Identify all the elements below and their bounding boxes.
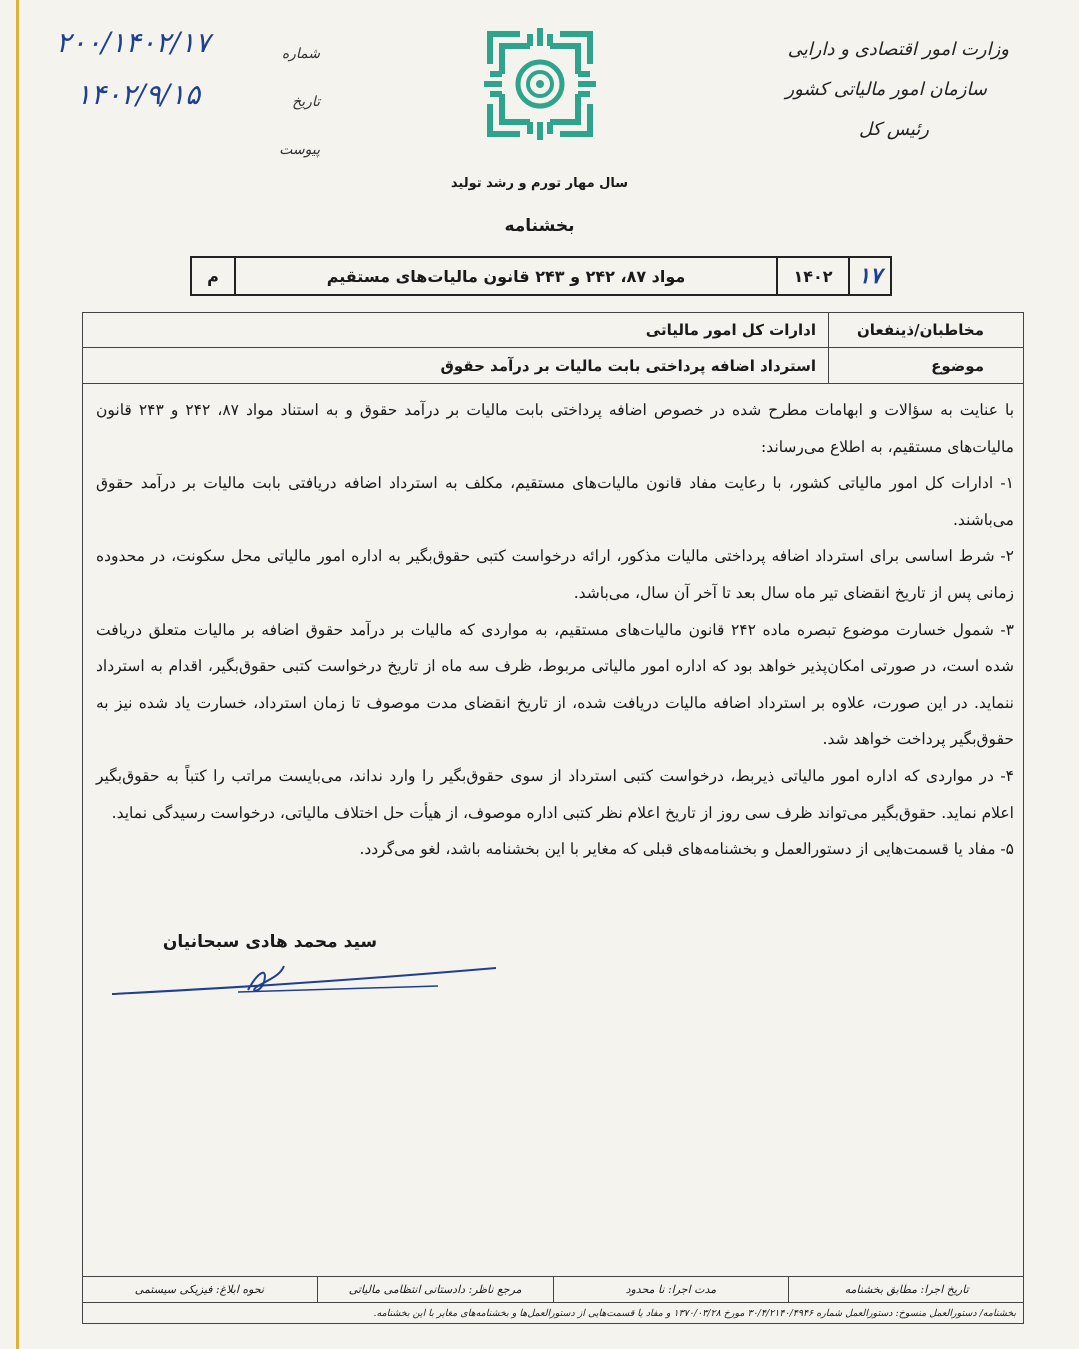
document-type-title: بخشنامه: [504, 216, 575, 236]
ministry-heading: [769, 30, 1009, 150]
footer-execution-period: مدت اجرا: نا محدود: [553, 1277, 789, 1302]
body-item-2: ۲- شرط اساسی برای استرداد اضافه پرداختی مالیات مذکور، ارائه درخواست کتبی حقوق‌بگیر به اداره امور مالیاتی محل سکونت، در محدوده زمانی پس از تاریخ انقضای تیر ماه سال بعد تا آخر آن سال، می‌باشد.: [96, 547, 1014, 602]
attachment-label: پیوست: [279, 142, 320, 158]
circular-reference-box: [190, 256, 892, 296]
body-item-3: ۳- شمول خسارت موضوع تبصره ماده ۲۴۲ قانون مالیات‌های مستقیم، به مواردی که مالیات بر درآمد حقوق اضافه بر مالیات متعلق دریافت شده است، در صورتی امکان‌پذیر خواهد بود که اداره امور مالیاتی مربوط، ظرف سه ماه از تاریخ درخواست کتبی حقوق‌بگیر، اقدام به استرداد ننماید. در این صورت، علاوه بر استرداد اضافه مالیات دریافت شده، از تاریخ انقضای مدت موصوف تا زمان استرداد، خسارت یاد شده نیز به حقوق‌بگیر پرداخت خواهد شد.: [96, 620, 1014, 749]
tax-organization-emblem-icon: [480, 24, 600, 144]
subject-label: موضوع: [828, 348, 1024, 383]
letter-date-value: ۱۴۰۲/۹/۱۵: [76, 78, 201, 111]
ministry-line: وزارت امور اقتصادی و دارایی: [787, 39, 1009, 60]
body-intro: با عنایت به سؤالات و ابهامات مطرح شده در خصوص اضافه پرداختی بابت مالیات بر درآمد حقوق و به استناد مواد ۸۷، ۲۴۲ و ۲۴۳ قانون مالیات‌های مستقیم، به اطلاع می‌رساند:: [96, 401, 1015, 456]
body-item-1: ۱- ادارات کل امور مالیاتی کشور، با رعایت مفاد قانون مالیات‌های مستقیم، مکلف به استرداد اضافه دریافتی بابت مالیات بر درآمد حقوق می‌باشند.: [96, 474, 1014, 529]
letter-number-value: ۲۰۰/۱۴۰۲/۱۷: [56, 26, 211, 59]
body-item-5: ۵- مفاد یا قسمت‌هایی از دستورالعمل و بخشنامه‌های قبلی که مغایر با این بخشنامه باشد، لغو می‌گردد.: [359, 840, 1014, 859]
scan-edge-line: [16, 0, 19, 1349]
circular-number: ۱۷: [848, 258, 890, 294]
circular-year: ۱۴۰۲: [776, 258, 848, 294]
year-slogan: سال مهار تورم و رشد تولید: [450, 176, 629, 191]
footer-info-row: [82, 1276, 1024, 1302]
circular-code: م: [207, 266, 219, 286]
addressees-label: مخاطبان/ذینفعان: [828, 312, 1024, 347]
subject-value: استرداد اضافه پرداختی بابت مالیات بر درآمد حقوق: [440, 356, 816, 375]
number-label: شماره: [281, 46, 320, 62]
body-item-4: ۴- در مواردی که اداره امور مالیاتی ذیربط، درخواست کتبی استرداد از سوی حقوق‌بگیر را وارد نداند، می‌بایست مراتب را کتباً به حقوق‌بگیر اعلام نماید. حقوق‌بگیر می‌تواند ظرف سی روز از تاریخ اعلام نظر کتبی اداره موصوف، از هیأت حل اختلاف مالیاتی، درخواست رسیدگی نماید.: [96, 766, 1014, 822]
circular-title: مواد ۸۷، ۲۴۲ و ۲۴۳ قانون مالیات‌های مستقیم: [234, 258, 776, 294]
addressees-value: ادارات کل امور مالیاتی: [645, 320, 816, 339]
footer-notification-method: نحوه ابلاغ: فیزیکی سیستمی: [134, 1283, 264, 1296]
footer-obsolete-note: بخشنامه/ دستورالعمل منسوخ: دستورالعمل شماره ۳۰/۴/۲۱۴۰/۴۹۴۶ مورخ ۱۳۷۰/۰۳/۲۸ و مفاد یا قسمت‌هایی از دستورالعمل‌ها و بخشنامه‌های مغایر با این بخشنامه.: [82, 1302, 1024, 1324]
date-label: تاریخ: [292, 94, 320, 110]
signer-name: سید محمد هادی سبحانیان: [162, 932, 378, 952]
circular-body: [96, 392, 1014, 868]
footer-supervisor: مرجع ناظر: دادستانی انتظامی مالیاتی: [317, 1277, 553, 1302]
meta-labels: [250, 30, 320, 174]
addressees-row: [82, 312, 1024, 348]
organization-line: سازمان امور مالیاتی کشور: [785, 79, 987, 100]
footer-execution-date: تاریخ اجرا: مطابق بخشنامه: [788, 1277, 1024, 1302]
subject-row: [82, 348, 1024, 384]
head-title-line: رئیس کل: [858, 119, 929, 140]
handwritten-signature: [108, 960, 508, 1010]
